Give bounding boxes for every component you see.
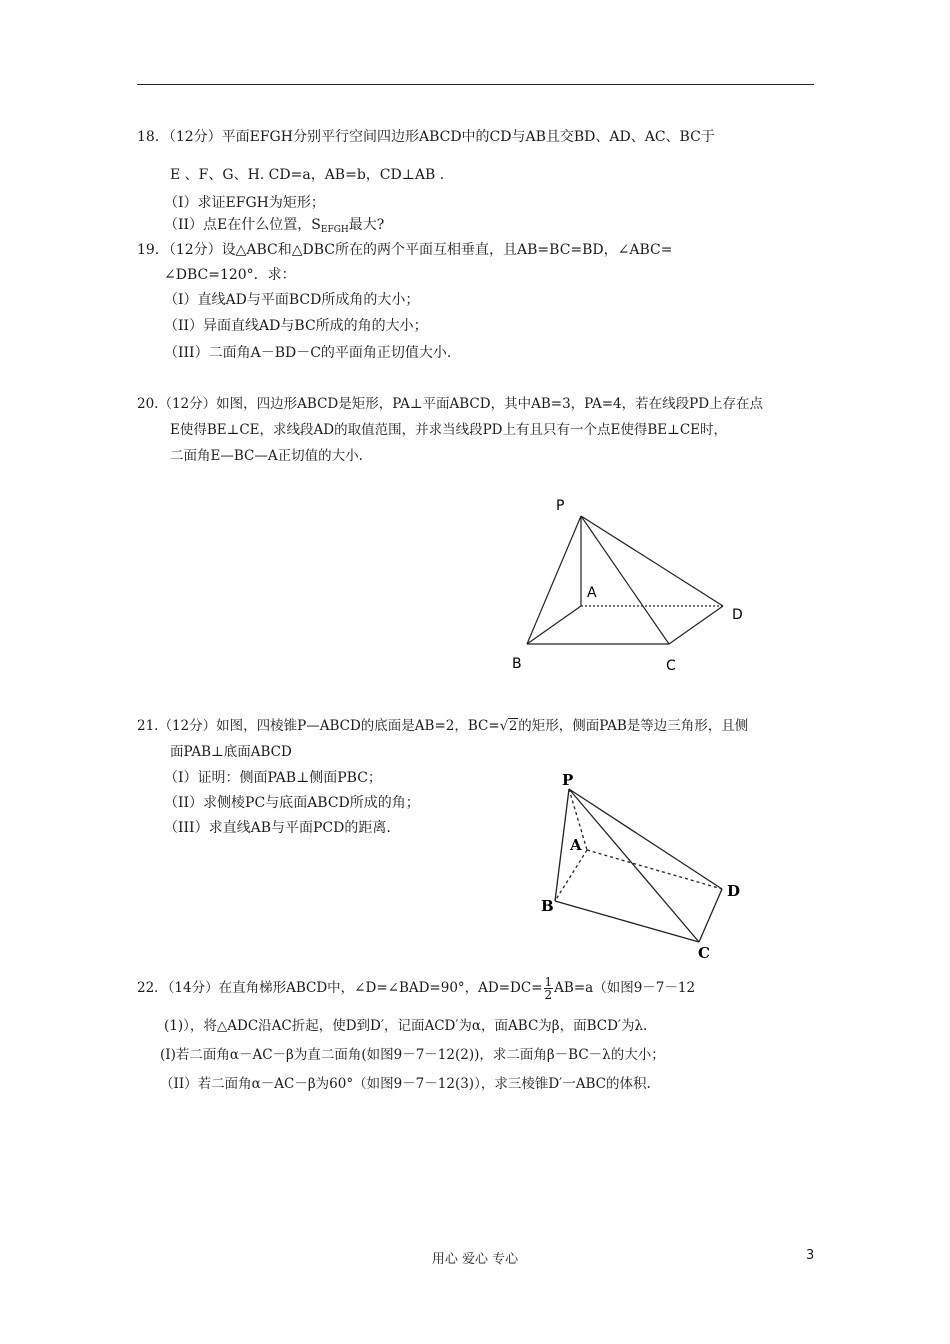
q21-part2: （II）求侧棱PC与底面ABCD所成的角； [164,795,420,811]
header-rule [137,84,814,85]
edge-PD [581,516,723,606]
q19-part2: （II）异面直线AD与BC所成的角的大小； [164,318,428,334]
edge-PB [555,789,569,901]
label-D: D [732,607,743,623]
edge-PD [569,789,722,889]
label-P: P [562,771,574,789]
label-A: A [587,585,597,601]
q20-pyramid-figure [505,488,765,688]
edge-CD [699,889,722,942]
q18-line2: E 、F、G、H. CD=a，AB=b，CD⊥AB . [170,167,445,183]
q21-part3: （III）求直线AB与平面PCD的距离. [164,820,391,836]
q21-line1: 21.（12分）如图，四棱锥P—ABCD的底面是AB=2，BC=√2的矩形，侧面PAB是等边三角形，且侧 [137,716,748,737]
q18-part2: （II）点E在什么位置，$S_{EFGH}$最大? [164,217,385,235]
q22-line1: 22．（14分）在直角梯形ABCD中，∠D=∠BAD=90°，AD=DC= $\frac{1}{2}$ AB=a（如图9－7－12 [137,975,696,1002]
q21-line2: 面PAB⊥底面ABCD [170,744,292,760]
q19-part3: （III）二面角A－BD－C的平面角正切值大小. [164,345,452,361]
edge-CD [669,606,723,644]
q21-part1: （I）证明：侧面PAB⊥侧面PBC； [164,770,382,786]
edge-PC [569,789,699,942]
label-B: B [541,897,554,915]
q21-pyramid-figure [535,768,755,963]
q20-line2: E使得BE⊥CE，求线段AD的取值范围，并求当线段PD上有且只有一个点E使得BE⊥CE时， [170,422,727,438]
edge-BC [555,901,699,942]
label-A: A [570,836,582,854]
q18-line1: 18．（12分）平面EFGH分别平行空间四边形ABCD中的CD与AB且交BD、AD、AC、BC于 [137,129,715,145]
label-D: D [727,882,741,900]
label-C: C [666,658,676,674]
edge-AD [587,850,722,889]
fraction-one-half: $\frac{1}{2}$ [544,975,553,1002]
q19-part1: （I）直线AD与平面BCD所成角的大小； [164,292,420,308]
label-C: C [698,944,710,962]
q20-line1: 20.（12分）如图，四边形ABCD是矩形，PA⊥平面ABCD，其中AB=3，PA=4，若在线段PD上存在点 [137,396,764,412]
edge-PC [581,516,669,644]
q19-line1: 19．（12分）设△ABC和△DBC所在的两个平面互相垂直，且AB=BC=BD，∠ABC= [137,242,673,258]
label-P: P [556,498,565,514]
page-number: 3 [806,1248,815,1263]
q18-part1: （I）求证EFGH为矩形； [164,195,325,211]
label-B: B [512,656,522,672]
q19-line2: ∠DBC=120°．求： [164,267,296,283]
page-footer: 用心 爱心 专心 [431,1252,519,1267]
q22-part2: （II）若二面角α－AC－β为60°（如图9－7－12(3)），求三棱锥D′一ABC的体积. [160,1076,651,1092]
q20-line3: 二面角E—BC—A正切值的大小. [170,448,363,464]
sqrt-2: √2 [499,719,518,734]
q22-part1: (I)若二面角α－AC－β为直二面角(如图9－7－12(2))，求二面角β－BC－λ的大小； [160,1047,665,1063]
q22-line2: (1)），将△ADC沿AC折起，使D到D′，记面ACD′为α，面ABC为β，面BCD′为λ. [164,1018,648,1034]
